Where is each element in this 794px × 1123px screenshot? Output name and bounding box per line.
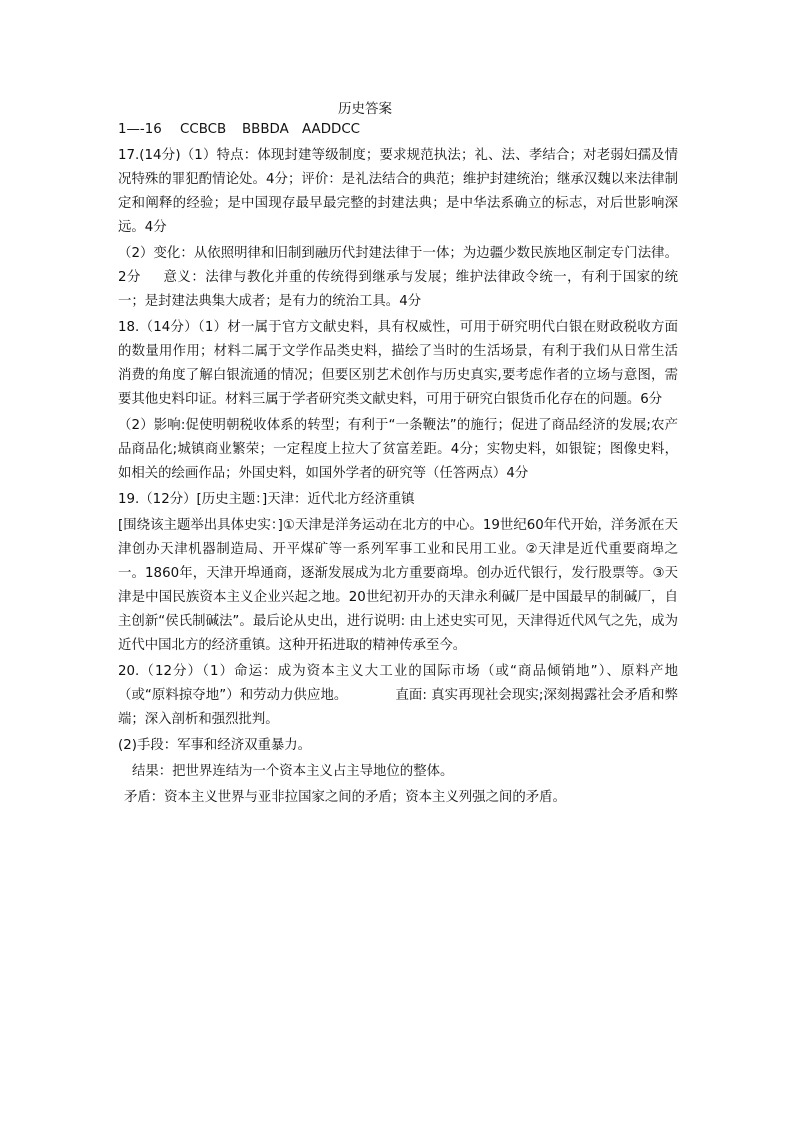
q20-result: 结果：把世界连结为一个资本主义占主导地位的整体。 xyxy=(132,764,454,779)
q17-part1: 17.(14分)（1）特点：体现封建等级制度；要求规范执法；礼、法、孝结合；对老弱妇孺及情况特殊的罪犯酌情论处。4分；评价：是礼法结合的典范；维护封建统治；继承汉魏以来法律制定和阐释的经验；是中国现存最早最完整的封建法典；是中华法系确立的标志，对后世影响深远。4分 xyxy=(118,148,678,235)
mc-group-2: BBBDA xyxy=(242,122,289,137)
q20-part1 xyxy=(118,660,678,732)
page-title: 历史答案 xyxy=(338,101,392,117)
mc-group-3: AADDCC xyxy=(302,122,361,137)
q17-change: （2）变化：从依照明律和旧制到融历代封建法律于一体；为边疆少数民族地区制定专门法律。2分 xyxy=(118,246,678,285)
q19-body: [围绕该主题举出具体史实：]①天津是洋务运动在北方的中心。19世纪60年代开始，洋务派在天津创办天津机器制造局、开平煤矿等一系列军事工业和民用工业。②天津是近代重要商埠之一。1860年，天津开埠通商，逐渐发展成为北方重要商埠。创办近代银行，发行股票等。③天津是中国民族资本主义企业兴起之地。20世纪初开办的天津永利碱厂是中国最早的制碱厂，自主创新“侯氏制碱法”。最后论从史出，进行说明: 由上述史实可见，天津得近代风气之先，成为近代中国北方的经济重镇。这种开拓进取的精神传承至今。 xyxy=(118,518,678,653)
q18-part2: （2）影响:促使明朝税收体系的转型；有利于“一条鞭法”的施行；促进了商品经济的发展;农产品商品化;城镇商业繁荣；一定程度上拉大了贫富差距。4分；实物史料，如银锭；图像史料，如相关的绘画作品；外国史料，如国外学者的研究等（任答两点）4分 xyxy=(118,418,678,481)
mc-group-1: CCBCB xyxy=(180,122,227,137)
q20-part2: (2)手段：军事和经济双重暴力。 xyxy=(118,738,312,753)
q17-part2 xyxy=(118,242,678,314)
q20-fate: 20.（12分）（1）命运：成为资本主义大工业的国际市场（或“商品倾销地”）、原料产地（或“原料掠夺地”）和劳动力供应地。 xyxy=(118,664,678,703)
answer-content xyxy=(118,118,678,812)
q18-part1: 18.（14分）（1）材一属于官方文献史料，具有权威性，可用于研究明代白银在财政税收方面的数量用作用；材料二属于文学作品类史料，描绘了当时的生活场景，有利于我们从日常生活消费的角度了解白银流通的情况；但要区别艺术创作与历史真实,要考虑作者的立场与意图，需要其他史料印证。材料三属于学者研究类文献史料，可用于研究白银货币化存在的问题。6分 xyxy=(118,320,678,407)
mc-range: 1—-16 xyxy=(118,122,162,137)
multiple-choice-answers xyxy=(118,118,678,142)
q19-heading: 19.（12分）[历史主题：]天津：近代北方经济重镇 xyxy=(118,492,415,507)
q20-face: 直面: 真实再现社会现实;深刻揭露社会矛盾和弊端；深入剖析和强烈批判。 xyxy=(118,688,678,727)
q20-contradiction: 矛盾：资本主义世界与亚非拉国家之间的矛盾；资本主义列强之间的矛盾。 xyxy=(124,790,566,805)
q17-significance: 意义：法律与教化并重的传统得到继承与发展；维护法律政令统一，有利于国家的统一；是封建法典集大成者；是有力的统治工具。4分 xyxy=(118,270,678,309)
